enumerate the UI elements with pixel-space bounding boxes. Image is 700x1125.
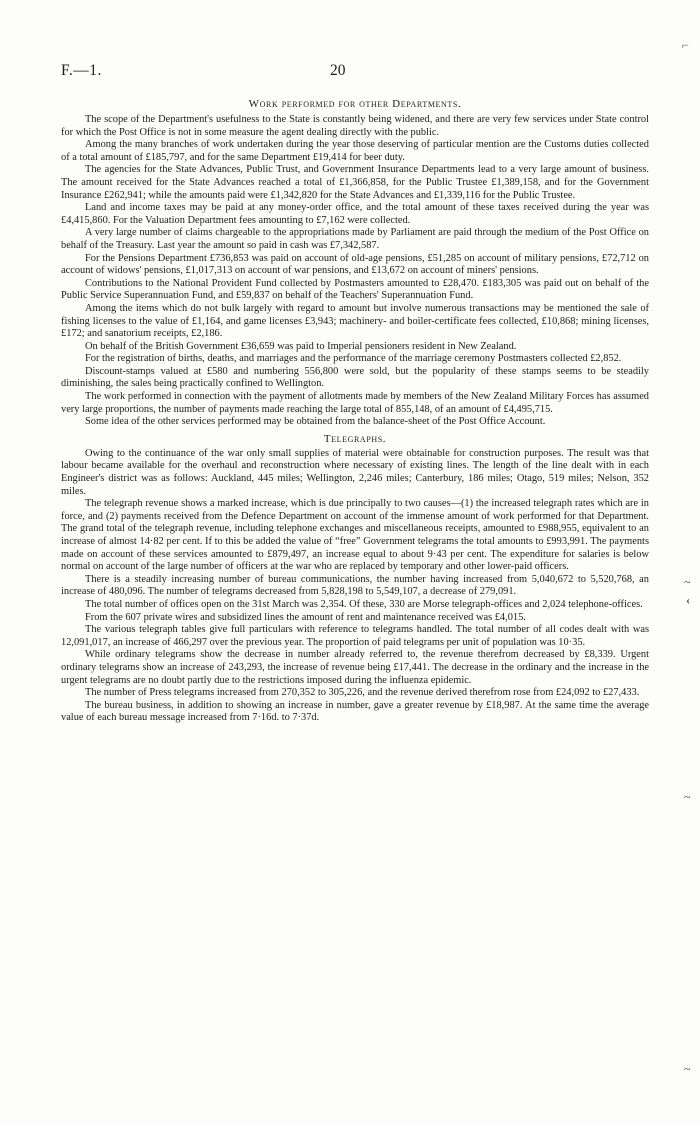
section-other-departments	[61, 114, 649, 429]
document-page	[61, 62, 649, 725]
paragraph: A very large number of claims chargeable to the appropriations made by Parliament are paid through the medium of the Post Office on behalf of the Treasury. Last year the amount so paid in cash was £7,342,587.	[61, 227, 649, 251]
margin-mark: ~	[684, 575, 691, 589]
paragraph: For the Pensions Department £736,853 was paid on account of old-age pensions, £51,285 on account of military pensions, £72,712 on account of widows' pensions, £1,017,313 on account of war pensions, and £13,672 on account of miners' pensions.	[61, 252, 649, 277]
paragraph: For the registration of births, deaths, and marriages and the performance of the marriage ceremony Postmasters collected £2,852.	[85, 353, 622, 365]
margin-mark: ⌐	[682, 38, 689, 52]
paragraph: The telegraph revenue shows a marked increase, which is due principally to two causes—(1) the increased telegraph rates which are in force, and (2) payments received from the Defence Department on account of the immense amount of work performed for that Department. The grand total of the telegraph revenue, including telephone exchanges and miscellaneous receipts, amounted to £988,955, equivalent to an increase of almost 14·82 per cent. If to this be added the value of “free” Government telegrams the total amounts to £993,991. The payments made on account of these services amounted to £879,497, an increase equal to about 9·43 per cent. The expenditure for salaries is below normal on account of the large number of officers at the war who are replaced by temporary and other lower-paid officers.	[61, 498, 649, 573]
section-telegraphs	[61, 448, 649, 725]
paragraph: From the 607 private wires and subsidized lines the amount of rent and maintenance received was £4,015.	[85, 611, 526, 623]
paragraph: While ordinary telegrams show the decrease in number already referred to, the revenue therefrom decreased by £8,339. Urgent ordinary telegrams show an increase of 243,293, the increase of revenue being £17,441. The decrease in the ordinary and the increase in the urgent telegrams are no doubt partly due to the restrictions imposed during the influenza epidemic.	[61, 649, 649, 686]
section-title-telegraphs: Telegraphs.	[323, 432, 387, 445]
paragraph: Owing to the continuance of the war only small supplies of material were obtainable for construction purposes. The result was that labour became available for the overhaul and reconstruction where necessary of existing lines. The length of the line dealt with in each Engineer's district was as follows: Auckland, 445 miles; Wellington, 2,246 miles; Canterbury, 186 miles; Otago, 519 miles; Nelson, 352 miles.	[61, 447, 649, 497]
paragraph: The total number of offices open on the 31st March was 2,354. Of these, 330 are Morse telegraph-offices and 2,024 telephone-offices.	[85, 598, 643, 610]
page-number: 20	[330, 62, 346, 79]
section-title-other-departments: Work performed for other Departments.	[248, 98, 462, 110]
paragraph: The agencies for the State Advances, Public Trust, and Government Insurance Departments lead to a very large amount of business. The amount received for the State Advances reached a total of £1,366,858, for the Public Trustee £1,389,158, and for the Government Insurance £262,941; while the amounts paid were £1,342,820 for the State Advances and £1,339,116 for the Public Trustee.	[61, 164, 649, 201]
paragraph: Land and income taxes may be paid at any money-order office, and the total amount of these taxes received during the year was £4,415,860. For the Valuation Department fees amounting to £7,162 were collected.	[61, 202, 649, 226]
paragraph: Some idea of the other services performed may be obtained from the balance-sheet of the Post Office Account.	[85, 416, 546, 428]
paragraph: Among the items which do not bulk largely with regard to amount but involve numerous transactions may be mentioned the sale of fishing licenses to the value of £1,164, and game licenses £3,943; machinery- and boiler-certificate fees collected, £10,868; mining licenses, £172; and sanatorium receipts, £2,186.	[61, 302, 649, 340]
paragraph: There is a steadily increasing number of bureau communications, the number having increased from 5,040,672 to 5,520,768, an increase of 480,096. The number of telegrams decreased from 5,828,198 to 5,549,107, a decrease of 279,091.	[61, 573, 649, 598]
margin-mark: ‹	[686, 593, 690, 607]
paragraph: Among the many branches of work undertaken during the year those deserving of particular mention are the Customs duties collected of a total amount of £185,797, and for the same Department £19,414 for beer duty.	[61, 139, 649, 163]
paragraph: The various telegraph tables give full particulars with reference to telegrams handled. The total number of all codes dealt with was 12,091,017, an increase of 466,297 over the previous year. The proportion of paid telegrams per unit of population was 10·35.	[61, 624, 649, 648]
paragraph: The scope of the Department's usefulness to the State is constantly being widened, and there are very few services under State control for which the Post Office is not in some measure the agent dealing directly with the public.	[61, 114, 649, 138]
paragraph: Discount-stamps valued at £580 and numbering 556,800 were sold, but the popularity of these stamps seems to be steadily diminishing, the sales being practically confined to Wellington.	[61, 365, 649, 390]
paragraph: The work performed in connection with the payment of allotments made by members of the New Zealand Military Forces has assumed very large proportions, the number of payments made reaching the large total of 855,148, of an amount of £4,495,715.	[61, 391, 649, 415]
page-header	[61, 62, 649, 84]
paragraph: On behalf of the British Government £36,659 was paid to Imperial pensioners resident in New Zealand.	[85, 340, 517, 352]
page-reference: F.—1.	[61, 62, 102, 79]
margin-mark: ~	[684, 790, 691, 804]
paragraph: The bureau business, in addition to showing an increase in number, gave a greater revenue by £18,987. At the same time the average value of each bureau message increased from 7·16d. to 7·37d.	[61, 699, 649, 724]
paragraph: The number of Press telegrams increased from 270,352 to 305,226, and the revenue derived therefrom rose from £24,092 to £27,433.	[85, 687, 640, 699]
margin-mark: ~	[684, 1062, 691, 1076]
paragraph: Contributions to the National Provident Fund collected by Postmasters amounted to £28,470. £183,305 was paid out on behalf of the Public Service Superannuation Fund, and £59,837 on behalf of the Teachers' Superannuation Fund.	[61, 277, 649, 302]
